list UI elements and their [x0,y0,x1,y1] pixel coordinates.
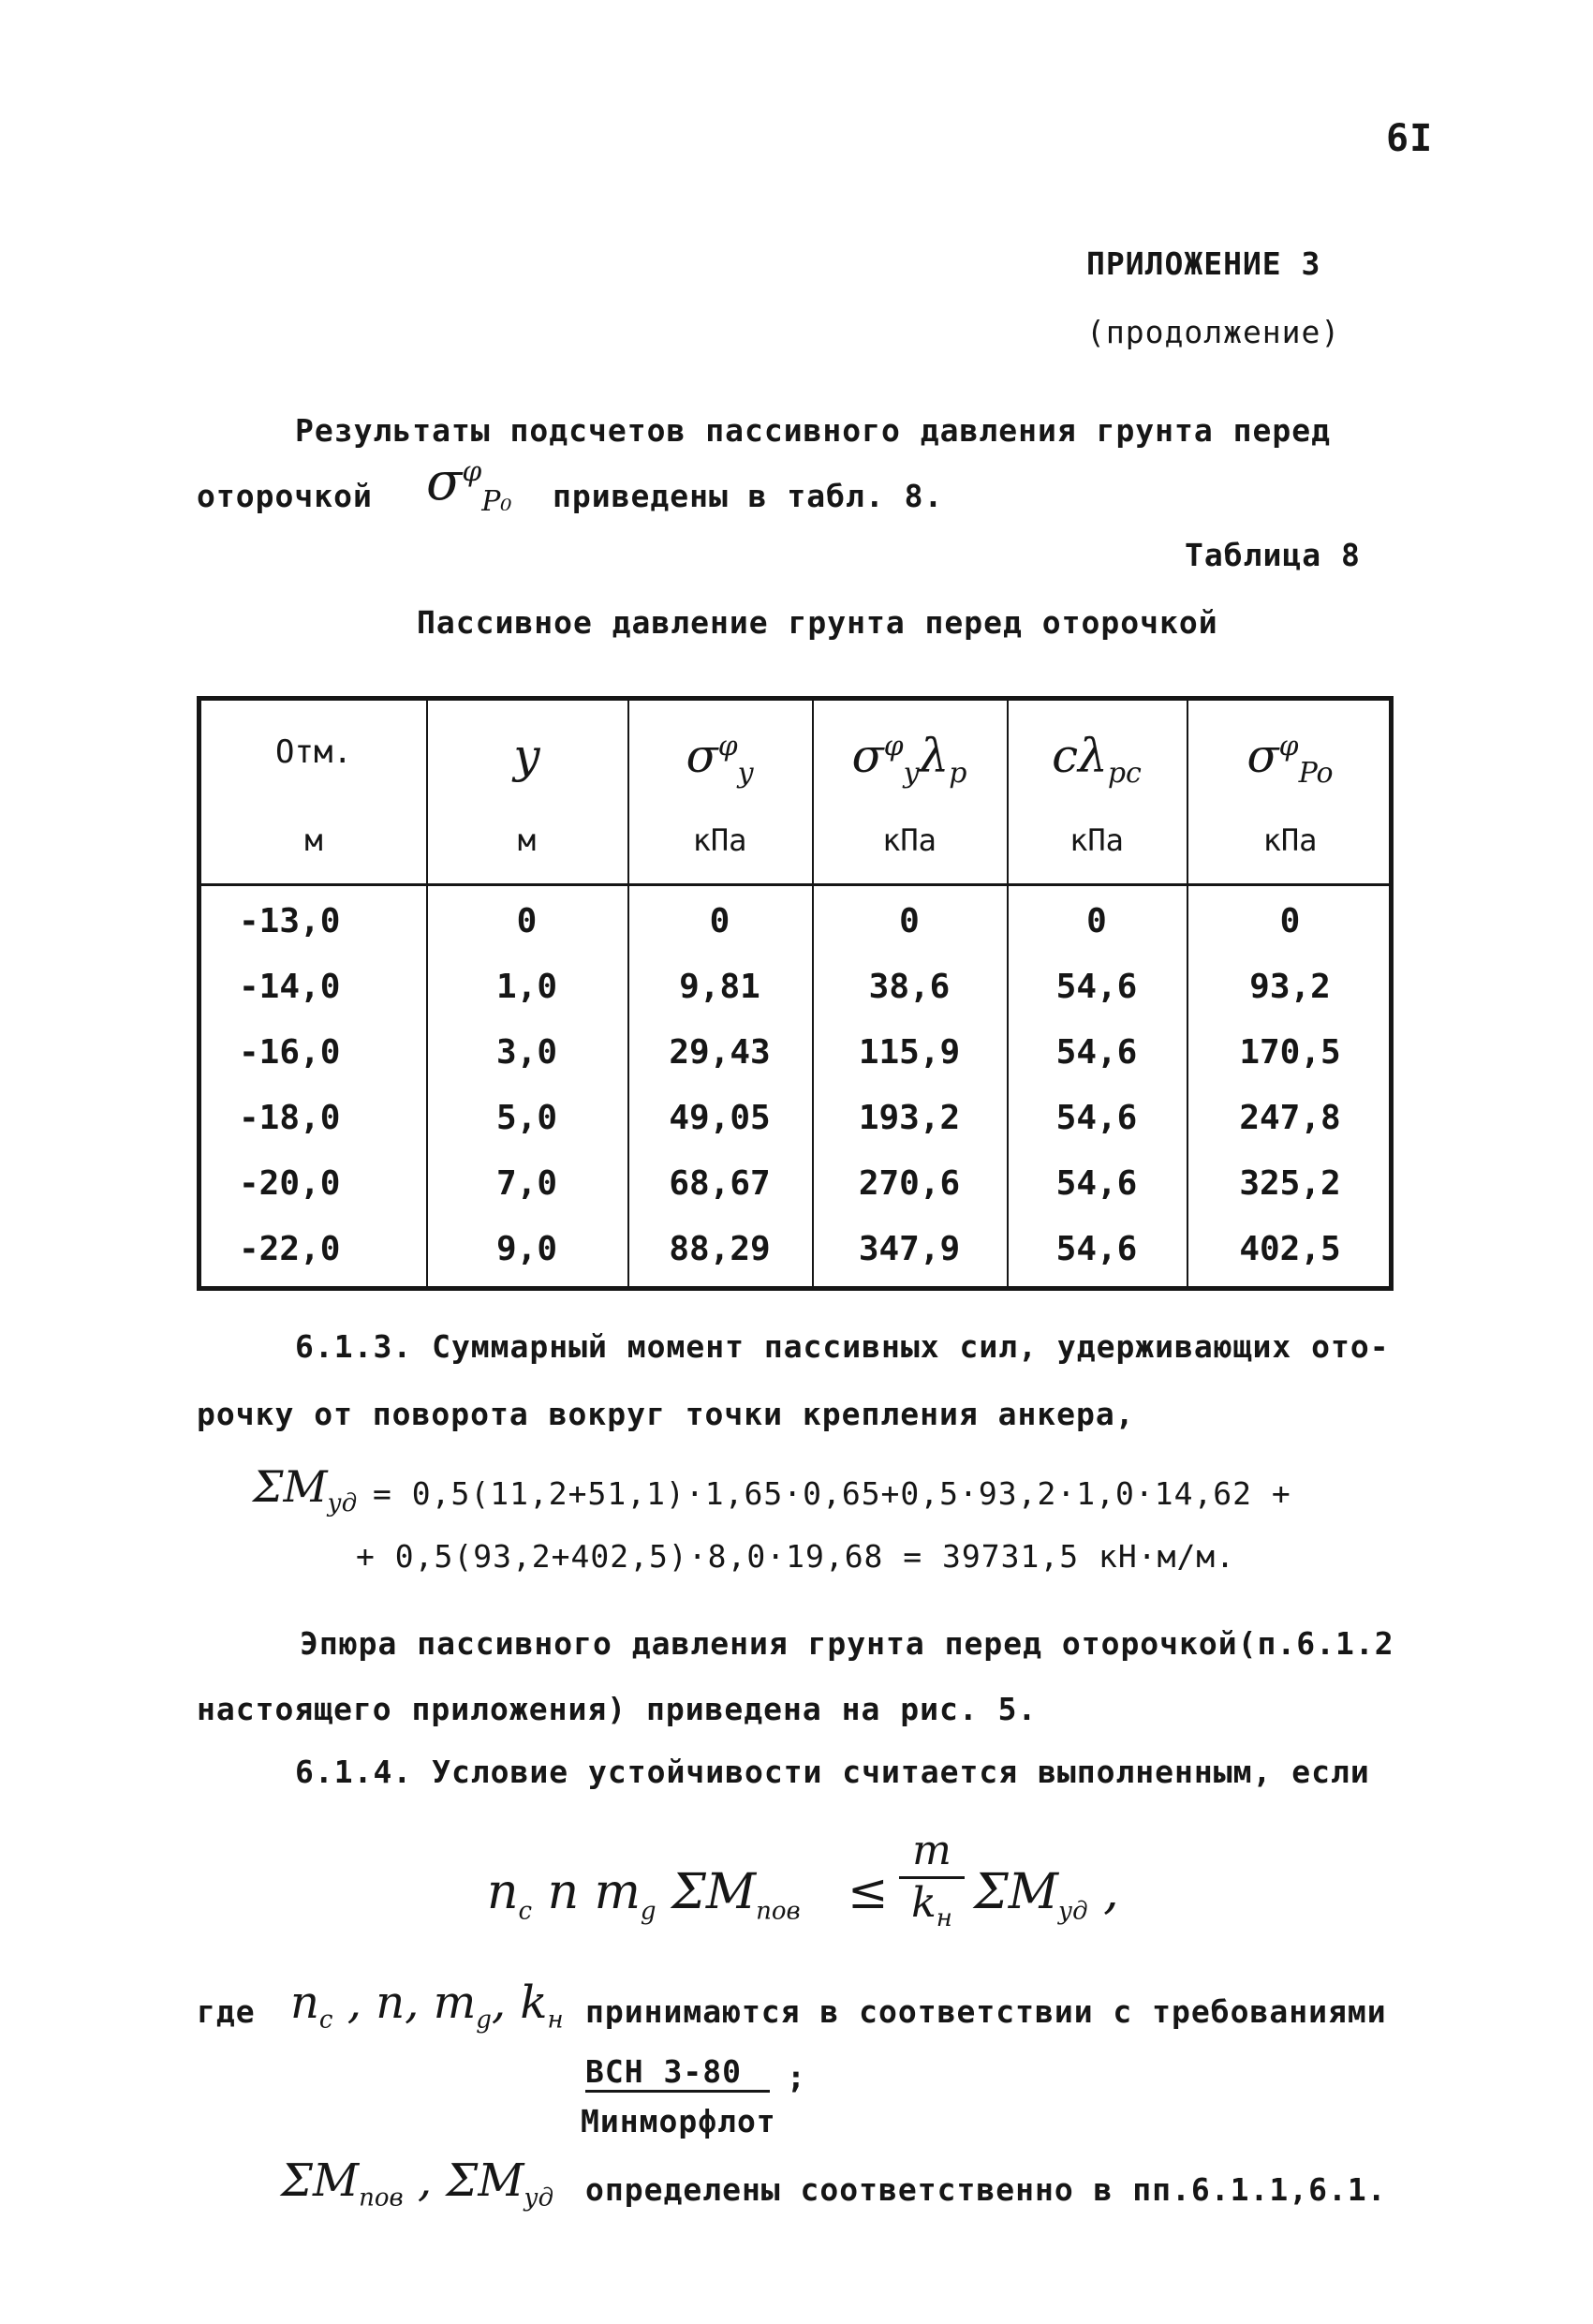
equation-line-2: + 0,5(93,2+402,5)·8,0·19,68 = 39731,5 кН·м/м. [356,1538,1236,1575]
header-sigma-y: $\sigma^\varphi_y$ кПа [686,729,754,858]
intro-line-2-before: оторочкой [197,478,373,514]
pressure-table [197,696,1394,1291]
last-line-text: определены соответственно в пп.6.1.1,6.1. [585,2171,1387,2208]
table-cell: 0 [1279,902,1301,940]
stability-formula-rhs: $\Sigma M_{уд}$ , [974,1864,1119,1926]
table-cell: 1,0 [495,968,558,1006]
table-cell: 347,9 [858,1230,961,1268]
table-cell: 0 [899,902,920,940]
appendix-subtitle: (продолжение) [1086,314,1341,350]
where-text: принимаются в соответствии с требованиями [585,1993,1387,2030]
table-label: Таблица 8 [1185,537,1361,573]
table-cell: 270,6 [858,1164,961,1203]
norm-top: ВСН 3-80 [585,2053,770,2093]
header-y: y м [513,729,540,858]
table-cell: 54,6 [1055,1230,1138,1268]
table-cell: 54,6 [1055,1099,1138,1137]
section-613-line-2: рочку от поворота вокруг точки крепления анкера, [197,1396,1135,1432]
coefficients-symbols: $n_c$ , n, $m_g$, $k_н$ [290,1976,564,2035]
table-cell: 9,81 [679,968,760,1006]
fraction-m-over-kn: m $k_н$ [899,1827,965,1932]
table-cell: -16,0 [239,1033,341,1072]
table-cell: 54,6 [1055,968,1138,1006]
table-cell: 54,6 [1055,1033,1138,1072]
table-cell: 193,2 [858,1099,961,1137]
table-cell: 68,67 [669,1164,771,1203]
table-cell: 9,0 [495,1230,558,1268]
table-cell: 115,9 [858,1033,961,1072]
table-cell: 170,5 [1239,1033,1341,1072]
table-caption: Пассивное давление грунта перед оторочкой [417,604,1218,641]
intro-line-1: Результаты подсчетов пассивного давления грунта перед [295,412,1331,449]
sigma-po-symbol: $\sigma^\varphi_{P_0}$ [426,451,512,519]
header-sigma-po: $\sigma^\varphi_{Po}$ кПа [1246,729,1334,858]
norm-semicolon: ; [787,2059,806,2095]
header-c-lambda: $c\lambda_{pc}$ кПа [1052,729,1142,858]
header-sigma-lambda: $\sigma^\varphi_y\lambda_p$ кПа [851,729,967,858]
stability-formula-lhs: $n_c$ n $m_g$ $\Sigma M_{пов}$ [487,1864,801,1926]
table-cell: 49,05 [669,1099,771,1137]
where-prefix: где [197,1993,256,2030]
table-cell: 247,8 [1239,1099,1341,1137]
epura-line-1: Эпюра пассивного давления грунта перед оторочкой(п.6.1.2 [300,1625,1394,1662]
table-cell: -14,0 [239,968,341,1006]
section-613-line-1: 6.1.3. Суммарный момент пассивных сил, удерживающих ото- [295,1328,1390,1365]
table-cell: 7,0 [495,1164,558,1203]
table-cell: 0 [516,902,538,940]
table-cell: 5,0 [495,1099,558,1137]
sum-m-ud-symbol: $\Sigma M_{уд}$ [253,1461,358,1518]
table-cell: 88,29 [669,1230,771,1268]
table-cell: 38,6 [868,968,951,1006]
table-cell: 402,5 [1239,1230,1341,1268]
table-cell: 54,6 [1055,1164,1138,1203]
norm-bottom: Минморфлот [581,2103,776,2139]
sum-m-symbols: $\Sigma M_{пов}$ , $\Sigma M_{уд}$ [281,2154,554,2213]
table-cell: -18,0 [239,1099,341,1137]
table-cell: 325,2 [1239,1164,1341,1203]
table-cell: -20,0 [239,1164,341,1203]
table-cell: 29,43 [669,1033,771,1072]
appendix-title: ПРИЛОЖЕНИЕ 3 [1086,245,1321,282]
section-614-line-1: 6.1.4. Условие устойчивости считается выполненным, если [295,1754,1370,1790]
table-cell: 3,0 [495,1033,558,1072]
table-cell: -22,0 [239,1230,341,1268]
intro-line-2-after: приведены в табл. 8. [553,478,944,514]
table-cell: 0 [1086,902,1107,940]
epura-line-2: настоящего приложения) приведена на рис. 5. [197,1691,1038,1727]
page-number: 6I [1386,117,1434,160]
table-cell: -13,0 [239,902,341,940]
equation-line-1: = 0,5(11,2+51,1)·1,65·0,65+0,5·93,2·1,0·14,62 + [373,1475,1291,1512]
table-cell: 93,2 [1249,968,1331,1006]
less-equal-sign: ≤ [848,1864,889,1920]
table-cell: 0 [709,902,730,940]
header-elevation: Отм. м [275,733,352,858]
